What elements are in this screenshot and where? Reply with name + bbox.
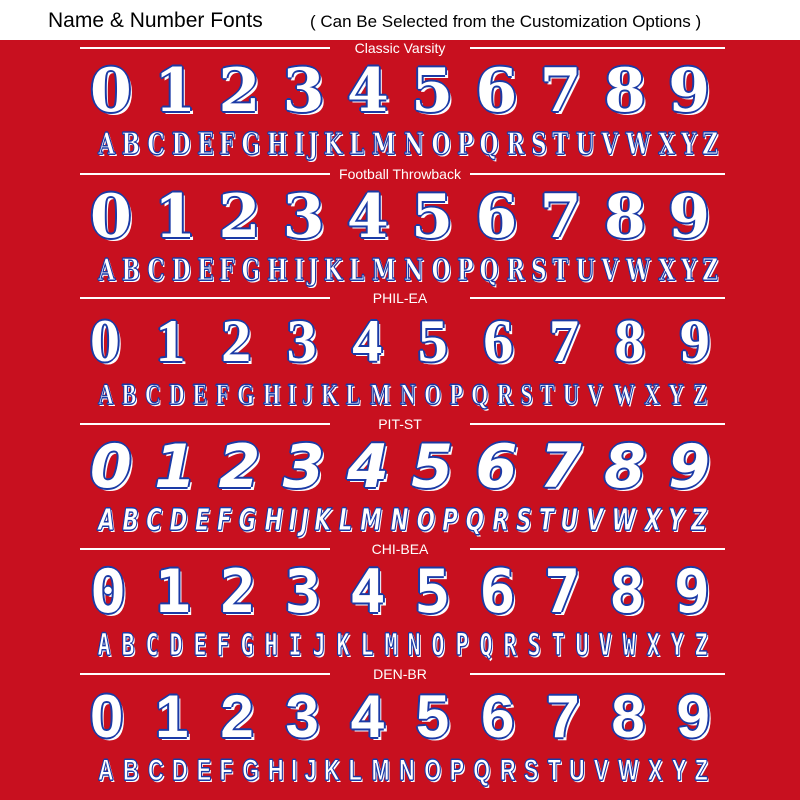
letter-glyph-j: J — [302, 378, 313, 411]
letter-glyph-a: A — [98, 378, 114, 411]
digit-glyph-1: 1 — [154, 182, 196, 252]
letter-glyph-n: N — [390, 503, 409, 538]
letter-glyph-p: P — [442, 503, 459, 538]
letter-glyph-k: K — [323, 253, 343, 288]
digit-glyph-9: 9 — [673, 557, 710, 627]
letter-glyph-k: K — [314, 503, 332, 538]
letter-glyph-u: U — [575, 628, 589, 663]
letter-glyph-i: I — [288, 628, 302, 663]
letter-glyph-t: T — [538, 503, 554, 538]
letter-glyph-g: G — [241, 127, 260, 162]
letter-glyph-c: C — [147, 754, 164, 787]
letter-glyph-m: M — [360, 503, 382, 538]
page-title: Name & Number Fonts — [48, 9, 263, 32]
digit-glyph-4: 4 — [349, 557, 386, 627]
digit-glyph-5: 5 — [411, 56, 453, 126]
letter-glyph-o: O — [431, 127, 451, 162]
letter-glyph-h: H — [267, 253, 288, 288]
letter-glyph-f: F — [216, 628, 230, 663]
digit-glyph-1: 1 — [154, 432, 196, 502]
letter-glyph-l: L — [338, 503, 353, 538]
letter-glyph-x: X — [644, 378, 660, 411]
letter-glyph-r: R — [506, 127, 525, 162]
letter-glyph-e: E — [196, 754, 212, 787]
letter-glyph-m: M — [371, 754, 390, 787]
letter-glyph-p: P — [457, 127, 474, 162]
letter-glyph-r: R — [496, 378, 513, 411]
digit-glyph-9: 9 — [676, 683, 710, 750]
digit-glyph-0: 0 — [90, 56, 132, 126]
letter-glyph-a: A — [98, 127, 116, 162]
letter-glyph-e: E — [193, 378, 208, 411]
font-sample-den-br — [0, 666, 800, 794]
font-label: Classic Varsity — [354, 40, 446, 56]
font-label: Football Throwback — [339, 166, 461, 182]
letter-glyph-r: R — [499, 754, 516, 787]
digit-row — [90, 56, 710, 126]
digit-glyph-6: 6 — [483, 308, 514, 374]
letter-glyph-j: J — [300, 503, 309, 538]
letter-glyph-l: L — [349, 253, 365, 288]
letter-glyph-d: D — [171, 253, 190, 288]
letter-glyph-l: L — [346, 378, 361, 411]
letter-glyph-c: C — [144, 378, 161, 411]
letter-row — [95, 754, 710, 790]
digit-glyph-2: 2 — [221, 308, 252, 374]
letter-glyph-j: J — [312, 628, 326, 663]
digit-glyph-7: 7 — [544, 557, 581, 627]
letter-glyph-c: C — [146, 253, 165, 288]
letter-glyph-s: S — [516, 503, 532, 538]
letter-glyph-o: O — [423, 754, 441, 787]
digit-row — [90, 310, 710, 372]
letter-glyph-m: M — [371, 253, 396, 288]
letter-glyph-p: P — [449, 754, 465, 787]
letter-glyph-y: Y — [668, 378, 685, 411]
digit-glyph-3: 3 — [286, 308, 317, 374]
letter-glyph-f: F — [219, 754, 234, 787]
digit-glyph-2: 2 — [219, 557, 256, 627]
letter-glyph-n: N — [404, 253, 424, 288]
letter-glyph-s: S — [530, 127, 547, 162]
letter-glyph-t: T — [552, 253, 569, 288]
letter-glyph-m: M — [371, 127, 396, 162]
letter-glyph-m: M — [370, 378, 391, 411]
letter-glyph-b: B — [122, 503, 139, 538]
letter-glyph-c: C — [146, 127, 165, 162]
letter-glyph-e: E — [193, 628, 207, 663]
letter-glyph-h: H — [264, 628, 278, 663]
font-label: PIT-ST — [378, 416, 422, 432]
digit-glyph-8: 8 — [604, 432, 646, 502]
letter-glyph-n: N — [399, 378, 416, 411]
letter-glyph-x: X — [644, 503, 661, 538]
digit-glyph-7: 7 — [539, 56, 582, 126]
letter-glyph-c: C — [146, 503, 163, 538]
letter-glyph-i: I — [293, 127, 304, 162]
font-label: DEN-BR — [373, 666, 427, 682]
letter-glyph-k: K — [336, 628, 350, 663]
digit-glyph-6: 6 — [481, 683, 515, 750]
letter-glyph-l: L — [349, 127, 365, 162]
letter-glyph-d: D — [169, 503, 188, 538]
digit-glyph-6: 6 — [475, 182, 518, 252]
digit-glyph-1: 1 — [155, 683, 189, 750]
letter-glyph-j: J — [307, 253, 318, 288]
letter-glyph-q: Q — [471, 378, 489, 411]
letter-glyph-p: P — [449, 378, 463, 411]
letter-glyph-k: K — [323, 127, 343, 162]
letter-glyph-y: Y — [680, 127, 697, 162]
font-sample-pit-st — [0, 416, 800, 544]
letter-glyph-q: Q — [480, 253, 499, 288]
digit-glyph-4: 4 — [347, 432, 389, 502]
letter-glyph-e: E — [195, 503, 210, 538]
letter-glyph-v: V — [600, 253, 618, 288]
digit-row — [90, 432, 710, 502]
digit-glyph-0: 0 — [90, 683, 124, 750]
letter-glyph-d: D — [171, 127, 190, 162]
letter-glyph-o: O — [431, 253, 451, 288]
page-subtitle: ( Can Be Selected from the Customization Options ) — [310, 12, 702, 31]
letter-glyph-u: U — [569, 754, 585, 787]
letter-glyph-b: B — [122, 378, 137, 411]
letter-glyph-b: B — [121, 127, 141, 162]
letter-glyph-p: P — [455, 628, 469, 663]
letter-glyph-j: J — [303, 754, 316, 787]
digit-glyph-2: 2 — [220, 683, 254, 750]
digit-glyph-5: 5 — [415, 683, 450, 750]
letter-glyph-x: X — [657, 253, 675, 288]
letter-glyph-a: A — [97, 628, 111, 663]
digit-glyph-5: 5 — [417, 308, 448, 374]
letter-glyph-q: Q — [479, 628, 493, 663]
letter-glyph-u: U — [563, 378, 579, 411]
letter-glyph-d: D — [172, 754, 189, 787]
letter-glyph-l: L — [348, 754, 362, 787]
letter-glyph-a: A — [98, 253, 116, 288]
letter-glyph-x: X — [646, 628, 660, 663]
digit-glyph-8: 8 — [609, 557, 646, 627]
letter-glyph-g: G — [241, 253, 260, 288]
digit-glyph-4: 4 — [350, 683, 385, 750]
letter-glyph-s: S — [520, 378, 533, 411]
letter-glyph-s: S — [530, 253, 547, 288]
letter-glyph-t: T — [552, 127, 569, 162]
letter-glyph-f: F — [219, 253, 235, 288]
letter-glyph-m: M — [384, 628, 398, 663]
digit-glyph-6: 6 — [479, 557, 516, 627]
digit-row — [90, 683, 710, 750]
digit-glyph-2: 2 — [218, 56, 261, 126]
letter-glyph-e: E — [196, 253, 214, 288]
digit-row — [90, 182, 710, 252]
letter-glyph-u: U — [575, 127, 595, 162]
letter-glyph-v: V — [593, 754, 608, 787]
letter-glyph-o: O — [424, 378, 442, 411]
letter-glyph-w: W — [617, 754, 639, 787]
letter-row — [95, 378, 710, 414]
letter-glyph-o: O — [416, 503, 435, 538]
letter-glyph-r: R — [503, 628, 517, 663]
digit-row — [90, 557, 710, 627]
letter-glyph-g: G — [242, 754, 259, 787]
letter-glyph-z: Z — [702, 253, 719, 288]
letter-glyph-z: Z — [694, 754, 708, 787]
letter-glyph-z: Z — [694, 628, 708, 663]
letter-glyph-q: Q — [473, 754, 491, 787]
letter-glyph-g: G — [238, 503, 257, 538]
letter-glyph-s: S — [524, 754, 539, 787]
letter-glyph-b: B — [121, 628, 135, 663]
letter-glyph-b: B — [121, 253, 141, 288]
letter-glyph-x: X — [657, 127, 675, 162]
letter-glyph-t: T — [540, 378, 555, 411]
letter-glyph-n: N — [398, 754, 415, 787]
letter-glyph-h: H — [263, 378, 280, 411]
digit-glyph-8: 8 — [604, 182, 646, 252]
digit-glyph-7: 7 — [539, 182, 582, 252]
letter-glyph-y: Y — [670, 628, 684, 663]
letter-glyph-i: I — [293, 253, 304, 288]
font-label: PHIL-EA — [372, 290, 428, 306]
letter-glyph-v: V — [587, 378, 603, 411]
digit-glyph-5: 5 — [411, 432, 453, 502]
letter-row — [95, 253, 719, 290]
digit-glyph-1: 1 — [155, 308, 186, 374]
digit-glyph-8: 8 — [614, 308, 645, 374]
letter-glyph-g: G — [237, 378, 254, 411]
letter-glyph-w: W — [625, 253, 651, 288]
letter-glyph-z: Z — [702, 127, 719, 162]
letter-glyph-a: A — [98, 754, 114, 787]
letter-glyph-f: F — [219, 127, 235, 162]
letter-row — [95, 127, 719, 164]
digit-glyph-1: 1 — [154, 557, 191, 627]
digit-glyph-0: 0 — [90, 308, 120, 374]
letter-glyph-d: D — [169, 628, 183, 663]
digit-glyph-0: 0 — [90, 182, 132, 252]
letter-glyph-o: O — [431, 628, 445, 663]
digit-glyph-3: 3 — [282, 182, 325, 252]
letter-glyph-r: R — [492, 503, 509, 538]
letter-glyph-y: Y — [671, 754, 686, 787]
letter-glyph-n: N — [404, 127, 424, 162]
letter-glyph-f: F — [215, 378, 229, 411]
letter-glyph-x: X — [648, 754, 663, 787]
digit-glyph-0: 0 — [90, 432, 132, 502]
letter-glyph-c: C — [145, 628, 159, 663]
font-sample-phil-ea — [0, 290, 800, 418]
letter-glyph-f: F — [216, 503, 232, 538]
letter-glyph-g: G — [240, 628, 254, 663]
digit-glyph-4: 4 — [352, 308, 383, 374]
font-sample-football-throwback — [0, 166, 800, 294]
letter-glyph-w: W — [622, 628, 636, 663]
letter-glyph-r: R — [506, 253, 525, 288]
letter-glyph-y: Y — [680, 253, 697, 288]
letter-glyph-h: H — [268, 754, 284, 787]
digit-glyph-7: 7 — [546, 683, 580, 750]
letter-glyph-d: D — [169, 378, 185, 411]
digit-glyph-2: 2 — [218, 432, 261, 502]
letter-glyph-z: Z — [692, 378, 707, 411]
letter-glyph-w: W — [611, 503, 636, 538]
letter-glyph-h: H — [264, 503, 283, 538]
font-sample-classic-varsity — [0, 40, 800, 168]
digit-glyph-3: 3 — [284, 557, 321, 627]
letter-glyph-p: P — [457, 253, 474, 288]
letter-glyph-b: B — [122, 754, 139, 787]
letter-glyph-h: H — [267, 127, 288, 162]
digit-glyph-0: 0 — [90, 557, 127, 627]
digit-glyph-5: 5 — [414, 557, 451, 627]
digit-glyph-7: 7 — [539, 432, 582, 502]
digit-glyph-9: 9 — [668, 56, 710, 126]
letter-glyph-v: V — [600, 127, 618, 162]
letter-glyph-i: I — [291, 754, 298, 787]
letter-glyph-i: I — [288, 503, 297, 538]
digit-glyph-9: 9 — [668, 182, 710, 252]
digit-glyph-5: 5 — [411, 182, 453, 252]
letter-row — [95, 629, 710, 665]
digit-glyph-2: 2 — [218, 182, 261, 252]
letter-glyph-u: U — [560, 503, 579, 538]
digit-glyph-8: 8 — [611, 683, 645, 750]
letter-glyph-n: N — [407, 628, 421, 663]
digit-glyph-9: 9 — [668, 432, 710, 502]
letter-glyph-v: V — [585, 503, 603, 538]
letter-glyph-k: K — [324, 754, 340, 787]
digit-glyph-1: 1 — [154, 56, 196, 126]
digit-glyph-4: 4 — [347, 182, 389, 252]
letter-glyph-v: V — [598, 628, 612, 663]
letter-glyph-l: L — [360, 628, 374, 663]
letter-row — [95, 504, 710, 540]
letter-glyph-j: J — [307, 127, 318, 162]
letter-glyph-y: Y — [668, 503, 684, 538]
digit-glyph-4: 4 — [347, 56, 389, 126]
letter-glyph-q: Q — [480, 127, 499, 162]
letter-glyph-k: K — [320, 378, 338, 411]
letter-glyph-a: A — [98, 503, 115, 538]
digit-glyph-6: 6 — [475, 432, 518, 502]
font-sample-chi-bea — [0, 541, 800, 669]
letter-glyph-t: T — [547, 754, 561, 787]
digit-glyph-3: 3 — [285, 683, 319, 750]
letter-glyph-s: S — [527, 628, 541, 663]
letter-glyph-w: W — [612, 378, 635, 411]
letter-glyph-i: I — [287, 378, 296, 411]
digit-glyph-6: 6 — [475, 56, 518, 126]
digit-glyph-7: 7 — [548, 308, 579, 374]
digit-glyph-9: 9 — [679, 308, 710, 374]
digit-glyph-3: 3 — [282, 432, 325, 502]
letter-glyph-t: T — [551, 628, 565, 663]
letter-glyph-q: Q — [466, 503, 485, 538]
digit-glyph-3: 3 — [282, 56, 325, 126]
digit-glyph-8: 8 — [604, 56, 646, 126]
letter-glyph-z: Z — [691, 503, 707, 538]
font-label: CHI-BEA — [371, 541, 429, 557]
header-banner — [0, 0, 800, 40]
letter-glyph-w: W — [625, 127, 651, 162]
letter-glyph-e: E — [196, 127, 214, 162]
letter-glyph-u: U — [575, 253, 595, 288]
